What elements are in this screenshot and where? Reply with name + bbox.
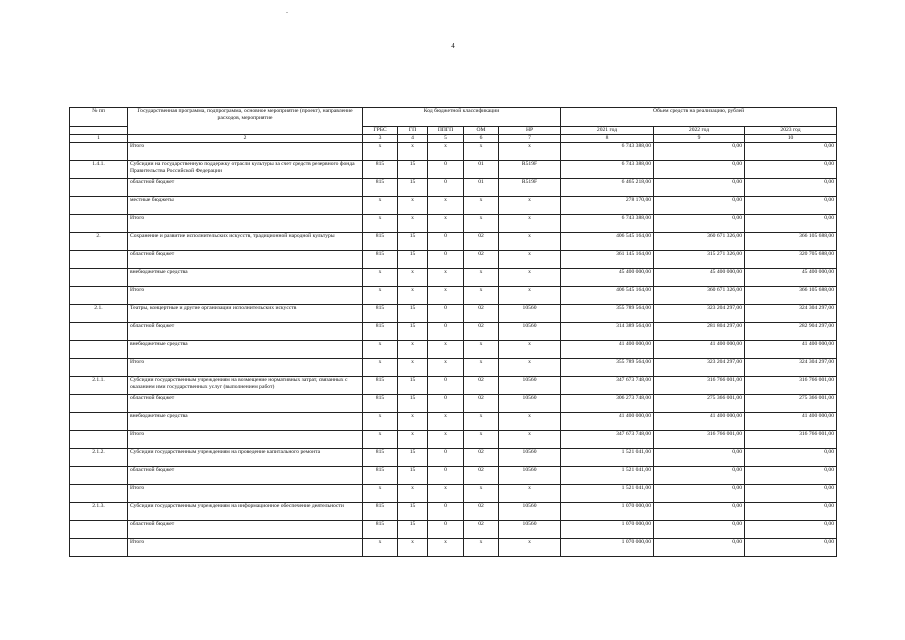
- header-2022: 2022 год: [654, 127, 745, 135]
- row-number: 2.1.2.: [70, 449, 128, 467]
- row-amount-2021: 347 673 748,00: [561, 431, 654, 449]
- row-amount-2022: 0,00: [654, 521, 745, 539]
- row-grbs: 815: [363, 305, 398, 323]
- row-amount-2023: 45 400 000,00: [745, 269, 837, 287]
- row-amount-2023: 320 705 688,00: [745, 251, 837, 269]
- table-row: [70, 197, 837, 215]
- row-name: внебюджетные средства: [128, 341, 363, 359]
- row-amount-2023: 0,00: [745, 485, 837, 503]
- row-amount-2022: 45 400 000,00: [654, 269, 745, 287]
- row-number: 2.1.1.: [70, 377, 128, 395]
- row-ppgp: х: [428, 143, 464, 161]
- row-gp: 15: [398, 467, 428, 485]
- row-amount-2021: 6 743 388,00: [561, 161, 654, 179]
- row-grbs: х: [363, 359, 398, 377]
- row-number: [70, 431, 128, 449]
- row-gp: х: [398, 197, 428, 215]
- table-row: [70, 539, 837, 557]
- row-amount-2021: 1 521 041,00: [561, 449, 654, 467]
- table-row: [70, 323, 837, 341]
- row-amount-2022: 0,00: [654, 215, 745, 233]
- row-ppgp: 0: [428, 449, 464, 467]
- table-row: [70, 431, 837, 449]
- header-no-cont: [70, 127, 128, 135]
- row-amount-2022: 281 804 297,00: [654, 323, 745, 341]
- row-number: [70, 341, 128, 359]
- row-nr: х: [499, 341, 561, 359]
- header-amount: Объем средств на реализацию, рублей: [561, 108, 837, 127]
- row-ppgp: х: [428, 413, 464, 431]
- row-grbs: х: [363, 143, 398, 161]
- row-gp: х: [398, 341, 428, 359]
- row-nr: х: [499, 539, 561, 557]
- table-row: [70, 251, 837, 269]
- row-amount-2021: 278 170,00: [561, 197, 654, 215]
- col-num-3: 3: [363, 135, 398, 143]
- row-om: х: [464, 539, 499, 557]
- row-om: 02: [464, 251, 499, 269]
- table-row: [70, 269, 837, 287]
- row-amount-2023: 275 366 001,00: [745, 395, 837, 413]
- table-row: [70, 467, 837, 485]
- row-amount-2023: 0,00: [745, 179, 837, 197]
- row-nr: х: [499, 413, 561, 431]
- row-amount-2021: 6 743 388,00: [561, 215, 654, 233]
- row-amount-2022: 316 766 001,00: [654, 377, 745, 395]
- table-row: [70, 521, 837, 539]
- header-program: Государственная программа, подпрограмма, основное мероприятие (проект), направление расходов, мероприятие: [128, 108, 363, 135]
- table-row: [70, 341, 837, 359]
- table-row: [70, 215, 837, 233]
- row-om: 02: [464, 233, 499, 251]
- row-amount-2022: 0,00: [654, 485, 745, 503]
- row-amount-2021: 41 400 000,00: [561, 413, 654, 431]
- row-amount-2023: 282 904 297,00: [745, 323, 837, 341]
- row-amount-2021: 41 400 000,00: [561, 341, 654, 359]
- row-number: [70, 485, 128, 503]
- row-name: Субсидии на государственную поддержку отрасли культуры за счет средств резервного фонда Правительства Российской Федерации: [128, 161, 363, 179]
- row-nr: х: [499, 287, 561, 305]
- row-nr: R519F: [499, 179, 561, 197]
- row-name: Сохранение и развитие исполнительских искусств, традиционной народной культуры: [128, 233, 363, 251]
- row-nr: х: [499, 269, 561, 287]
- row-grbs: х: [363, 287, 398, 305]
- row-amount-2021: 406 545 164,00: [561, 233, 654, 251]
- row-number: 2.1.: [70, 305, 128, 323]
- row-amount-2021: 1 070 000,00: [561, 503, 654, 521]
- row-nr: R519F: [499, 161, 561, 179]
- table-row: [70, 503, 837, 521]
- row-gp: х: [398, 215, 428, 233]
- row-number: [70, 359, 128, 377]
- row-ppgp: х: [428, 359, 464, 377]
- row-nr: 10560: [499, 395, 561, 413]
- row-om: 01: [464, 161, 499, 179]
- row-amount-2021: 361 145 164,00: [561, 251, 654, 269]
- row-om: х: [464, 485, 499, 503]
- col-num-5: 5: [428, 135, 464, 143]
- table-row: [70, 449, 837, 467]
- row-amount-2023: 0,00: [745, 539, 837, 557]
- row-om: 02: [464, 395, 499, 413]
- row-om: х: [464, 413, 499, 431]
- row-grbs: х: [363, 539, 398, 557]
- row-amount-2022: 360 671 326,00: [654, 287, 745, 305]
- row-amount-2023: 0,00: [745, 161, 837, 179]
- row-amount-2023: 316 766 001,00: [745, 431, 837, 449]
- row-ppgp: 0: [428, 395, 464, 413]
- row-om: х: [464, 215, 499, 233]
- row-om: 02: [464, 323, 499, 341]
- table-row: [70, 377, 837, 395]
- row-amount-2023: 0,00: [745, 503, 837, 521]
- row-amount-2021: 1 521 041,00: [561, 485, 654, 503]
- row-amount-2023: 0,00: [745, 521, 837, 539]
- row-number: [70, 467, 128, 485]
- row-om: х: [464, 341, 499, 359]
- row-amount-2022: 315 271 326,00: [654, 251, 745, 269]
- row-name: областной бюджет: [128, 323, 363, 341]
- row-gp: 15: [398, 449, 428, 467]
- row-nr: х: [499, 143, 561, 161]
- row-nr: х: [499, 485, 561, 503]
- row-ppgp: х: [428, 287, 464, 305]
- row-grbs: х: [363, 431, 398, 449]
- row-grbs: х: [363, 215, 398, 233]
- row-gp: х: [398, 269, 428, 287]
- row-ppgp: 0: [428, 467, 464, 485]
- row-gp: 15: [398, 503, 428, 521]
- row-grbs: х: [363, 485, 398, 503]
- row-amount-2021: 6 743 388,00: [561, 143, 654, 161]
- header-grbs: ГРБС: [363, 127, 398, 135]
- row-amount-2023: 316 766 001,00: [745, 377, 837, 395]
- row-name: местные бюджеты: [128, 197, 363, 215]
- header-no: № пп: [70, 108, 128, 127]
- header-2023: 2023 год: [745, 127, 837, 135]
- row-gp: 15: [398, 323, 428, 341]
- row-grbs: 815: [363, 233, 398, 251]
- table-row: [70, 287, 837, 305]
- row-grbs: 815: [363, 449, 398, 467]
- row-number: [70, 197, 128, 215]
- row-amount-2022: 323 204 297,00: [654, 305, 745, 323]
- header-ppgp: ППГП: [428, 127, 464, 135]
- col-num-4: 4: [398, 135, 428, 143]
- row-om: х: [464, 359, 499, 377]
- row-gp: 15: [398, 179, 428, 197]
- row-grbs: 815: [363, 503, 398, 521]
- row-gp: 15: [398, 395, 428, 413]
- row-ppgp: х: [428, 215, 464, 233]
- row-gp: х: [398, 287, 428, 305]
- row-number: [70, 395, 128, 413]
- header-om: ОМ: [464, 127, 499, 135]
- row-amount-2022: 360 671 326,00: [654, 233, 745, 251]
- row-om: 02: [464, 377, 499, 395]
- row-amount-2023: 324 304 297,00: [745, 359, 837, 377]
- row-om: х: [464, 143, 499, 161]
- row-nr: х: [499, 431, 561, 449]
- row-ppgp: 0: [428, 251, 464, 269]
- table-row: [70, 485, 837, 503]
- row-amount-2022: 275 366 001,00: [654, 395, 745, 413]
- row-om: 01: [464, 179, 499, 197]
- row-ppgp: х: [428, 341, 464, 359]
- header-kbk: Код бюджетной классификации: [363, 108, 561, 127]
- row-nr: 10560: [499, 377, 561, 395]
- row-name: Итого: [128, 215, 363, 233]
- row-ppgp: 0: [428, 305, 464, 323]
- table-row: [70, 359, 837, 377]
- row-ppgp: х: [428, 431, 464, 449]
- row-ppgp: 0: [428, 323, 464, 341]
- table-row: [70, 179, 837, 197]
- row-ppgp: 0: [428, 377, 464, 395]
- row-grbs: 815: [363, 377, 398, 395]
- row-name: Субсидии государственным учреждениям на информационное обеспечение деятельности: [128, 503, 363, 521]
- row-amount-2023: 0,00: [745, 215, 837, 233]
- row-amount-2023: 41 400 000,00: [745, 413, 837, 431]
- row-amount-2023: 0,00: [745, 143, 837, 161]
- row-amount-2021: 406 545 164,00: [561, 287, 654, 305]
- row-amount-2021: 1 070 000,00: [561, 539, 654, 557]
- row-name: Итого: [128, 485, 363, 503]
- row-amount-2022: 316 766 001,00: [654, 431, 745, 449]
- table-row: [70, 305, 837, 323]
- row-om: 02: [464, 449, 499, 467]
- row-nr: 10560: [499, 449, 561, 467]
- row-grbs: 815: [363, 323, 398, 341]
- row-grbs: 815: [363, 161, 398, 179]
- row-gp: 15: [398, 251, 428, 269]
- row-om: х: [464, 431, 499, 449]
- row-ppgp: х: [428, 269, 464, 287]
- row-amount-2022: 0,00: [654, 503, 745, 521]
- row-om: х: [464, 197, 499, 215]
- row-amount-2022: 0,00: [654, 143, 745, 161]
- table-row: [70, 395, 837, 413]
- row-amount-2022: 41 400 000,00: [654, 413, 745, 431]
- row-gp: х: [398, 539, 428, 557]
- row-number: [70, 287, 128, 305]
- row-nr: х: [499, 215, 561, 233]
- row-amount-2021: 1 521 041,00: [561, 467, 654, 485]
- row-amount-2023: 0,00: [745, 197, 837, 215]
- row-name: Итого: [128, 287, 363, 305]
- row-nr: х: [499, 251, 561, 269]
- row-amount-2022: 323 204 297,00: [654, 359, 745, 377]
- col-num-7: 7: [499, 135, 561, 143]
- row-nr: х: [499, 233, 561, 251]
- row-om: х: [464, 287, 499, 305]
- row-name: Итого: [128, 143, 363, 161]
- row-grbs: х: [363, 413, 398, 431]
- row-amount-2021: 347 673 748,00: [561, 377, 654, 395]
- row-amount-2023: 366 105 688,00: [745, 287, 837, 305]
- col-num-9: 9: [654, 135, 745, 143]
- row-nr: 10560: [499, 305, 561, 323]
- row-amount-2022: 0,00: [654, 467, 745, 485]
- row-number: 1.4.1.: [70, 161, 128, 179]
- row-gp: 15: [398, 233, 428, 251]
- row-ppgp: 0: [428, 179, 464, 197]
- row-name: Итого: [128, 431, 363, 449]
- row-ppgp: 0: [428, 161, 464, 179]
- col-num-8: 8: [561, 135, 654, 143]
- row-number: [70, 413, 128, 431]
- row-name: внебюджетные средства: [128, 413, 363, 431]
- row-ppgp: 0: [428, 233, 464, 251]
- row-nr: 10560: [499, 521, 561, 539]
- row-gp: х: [398, 143, 428, 161]
- row-amount-2023: 0,00: [745, 467, 837, 485]
- row-amount-2022: 0,00: [654, 539, 745, 557]
- row-amount-2023: 324 304 297,00: [745, 305, 837, 323]
- row-grbs: 815: [363, 395, 398, 413]
- row-gp: 15: [398, 521, 428, 539]
- row-name: внебюджетные средства: [128, 269, 363, 287]
- row-om: 02: [464, 503, 499, 521]
- row-nr: 10560: [499, 503, 561, 521]
- row-om: 02: [464, 521, 499, 539]
- row-nr: х: [499, 359, 561, 377]
- row-amount-2022: 0,00: [654, 197, 745, 215]
- row-name: областной бюджет: [128, 521, 363, 539]
- row-amount-2022: 0,00: [654, 179, 745, 197]
- row-number: [70, 323, 128, 341]
- row-number: [70, 521, 128, 539]
- row-amount-2021: 355 789 564,00: [561, 359, 654, 377]
- budget-table: [69, 107, 837, 557]
- row-name: областной бюджет: [128, 467, 363, 485]
- row-gp: х: [398, 485, 428, 503]
- row-grbs: х: [363, 341, 398, 359]
- row-number: 2.1.3.: [70, 503, 128, 521]
- row-amount-2021: 6 465 218,00: [561, 179, 654, 197]
- row-amount-2021: 1 070 000,00: [561, 521, 654, 539]
- row-number: 2.: [70, 233, 128, 251]
- row-name: областной бюджет: [128, 179, 363, 197]
- row-ppgp: х: [428, 197, 464, 215]
- row-amount-2023: 41 400 000,00: [745, 341, 837, 359]
- row-number: [70, 179, 128, 197]
- col-num-2: 2: [128, 135, 363, 143]
- col-num-10: 10: [745, 135, 837, 143]
- row-gp: х: [398, 359, 428, 377]
- page-number: 4: [451, 42, 455, 50]
- row-gp: х: [398, 413, 428, 431]
- row-number: [70, 215, 128, 233]
- row-amount-2021: 45 400 000,00: [561, 269, 654, 287]
- row-nr: х: [499, 197, 561, 215]
- row-name: областной бюджет: [128, 251, 363, 269]
- row-grbs: 815: [363, 467, 398, 485]
- row-name: Субсидии государственным учреждениям на возмещение нормативных затрат, связанных с оказанием ими государственных услуг (выполнением работ): [128, 377, 363, 395]
- row-name: Итого: [128, 539, 363, 557]
- row-gp: 15: [398, 161, 428, 179]
- table-row: [70, 161, 837, 179]
- row-amount-2021: 306 273 748,00: [561, 395, 654, 413]
- table-row: [70, 413, 837, 431]
- row-name: Театры, концертные и другие организации исполнительских искусств: [128, 305, 363, 323]
- row-name: Субсидии государственным учреждениям на проведение капитального ремонта: [128, 449, 363, 467]
- row-nr: 10560: [499, 467, 561, 485]
- row-number: [70, 251, 128, 269]
- row-amount-2022: 41 400 000,00: [654, 341, 745, 359]
- row-ppgp: 0: [428, 503, 464, 521]
- col-num-6: 6: [464, 135, 499, 143]
- scan-speck: [286, 12, 288, 13]
- row-name: областной бюджет: [128, 395, 363, 413]
- row-amount-2022: 0,00: [654, 449, 745, 467]
- row-amount-2022: 0,00: [654, 161, 745, 179]
- row-ppgp: х: [428, 539, 464, 557]
- row-grbs: х: [363, 269, 398, 287]
- row-om: 02: [464, 305, 499, 323]
- row-amount-2023: 0,00: [745, 449, 837, 467]
- row-grbs: 815: [363, 179, 398, 197]
- header-gp: ГП: [398, 127, 428, 135]
- row-number: [70, 539, 128, 557]
- row-grbs: 815: [363, 521, 398, 539]
- row-om: 02: [464, 467, 499, 485]
- row-name: Итого: [128, 359, 363, 377]
- table-row: [70, 143, 837, 161]
- row-amount-2021: 314 389 564,00: [561, 323, 654, 341]
- row-grbs: 815: [363, 251, 398, 269]
- row-gp: 15: [398, 305, 428, 323]
- col-num-1: 1: [70, 135, 128, 143]
- row-grbs: х: [363, 197, 398, 215]
- table-row: [70, 233, 837, 251]
- row-ppgp: 0: [428, 521, 464, 539]
- row-gp: 15: [398, 377, 428, 395]
- row-nr: 10560: [499, 323, 561, 341]
- header-2021: 2021 год: [561, 127, 654, 135]
- row-number: [70, 269, 128, 287]
- row-om: х: [464, 269, 499, 287]
- row-gp: х: [398, 431, 428, 449]
- header-nr: НР: [499, 127, 561, 135]
- row-amount-2023: 366 105 688,00: [745, 233, 837, 251]
- row-ppgp: х: [428, 485, 464, 503]
- row-number: [70, 143, 128, 161]
- row-amount-2021: 355 789 564,00: [561, 305, 654, 323]
